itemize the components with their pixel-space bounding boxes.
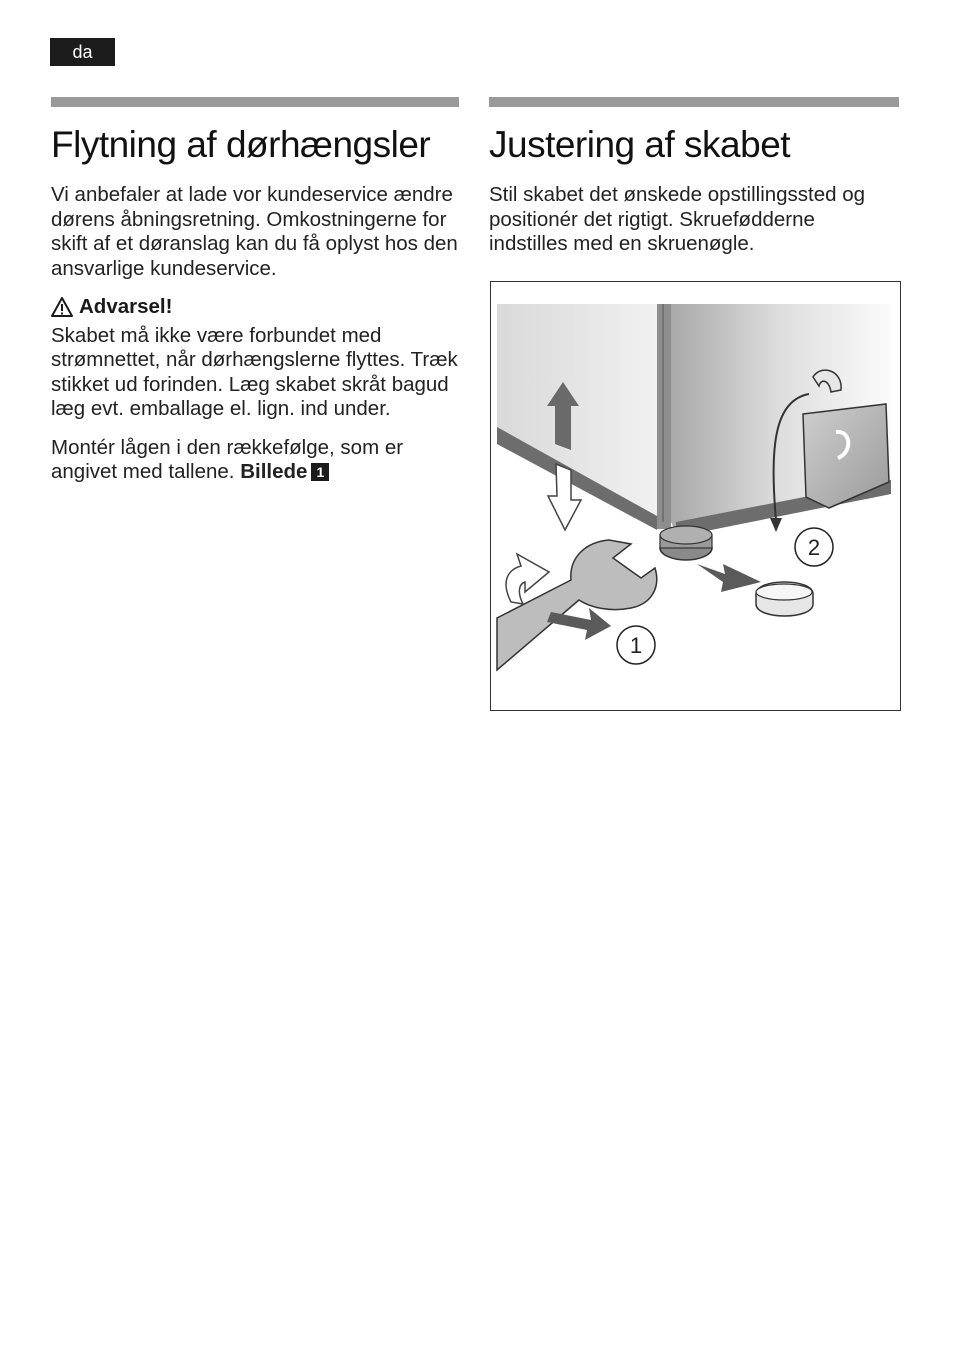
section-rule (51, 97, 459, 107)
mount-text: Montér lågen i den rækkefølge, som er angivet med tallene. (51, 435, 404, 483)
door-gap (657, 304, 671, 529)
illustration-drawing (491, 282, 900, 710)
language-tag: da (50, 38, 115, 66)
section-title: Justering af skabet (489, 124, 791, 165)
adjustment-illustration (490, 281, 901, 711)
warning-heading (51, 295, 459, 320)
section-adjust-cabinet (489, 97, 899, 271)
mount-paragraph (51, 436, 459, 485)
insert-arrow (697, 564, 761, 592)
warning-title: Advarsel! (79, 295, 173, 318)
step-2-label: 2 (807, 535, 821, 560)
intro-paragraph: Vi anbefaler at lade vor kundeservice ændre dørens åbningsretning. Omkostningerne for skift af et døranslag kan du få oplyst hos den ansvarlige kundeservice. (51, 183, 458, 280)
section-rule (489, 97, 899, 107)
warning-paragraph: Skabet må ikke være forbundet med strømnettet, når dørhængslerne flyttes. Træk stikket ud forinden. Læg skabet skråt bagud læg evt. emballage el. lign. ind under. (51, 323, 458, 420)
step-1-label: 1 (629, 633, 643, 658)
figure-number-badge: 1 (311, 463, 329, 481)
adjust-paragraph: Stil skabet det ønskede opstillingssted og positionér det rigtigt. Skruefødderne indstilles med en skruenøgle. (489, 183, 866, 255)
warning-icon (51, 297, 73, 317)
section-title: Flytning af dørhængsler (51, 124, 431, 165)
section-door-hinges (51, 97, 459, 499)
figure-reference: Billede (240, 460, 308, 483)
